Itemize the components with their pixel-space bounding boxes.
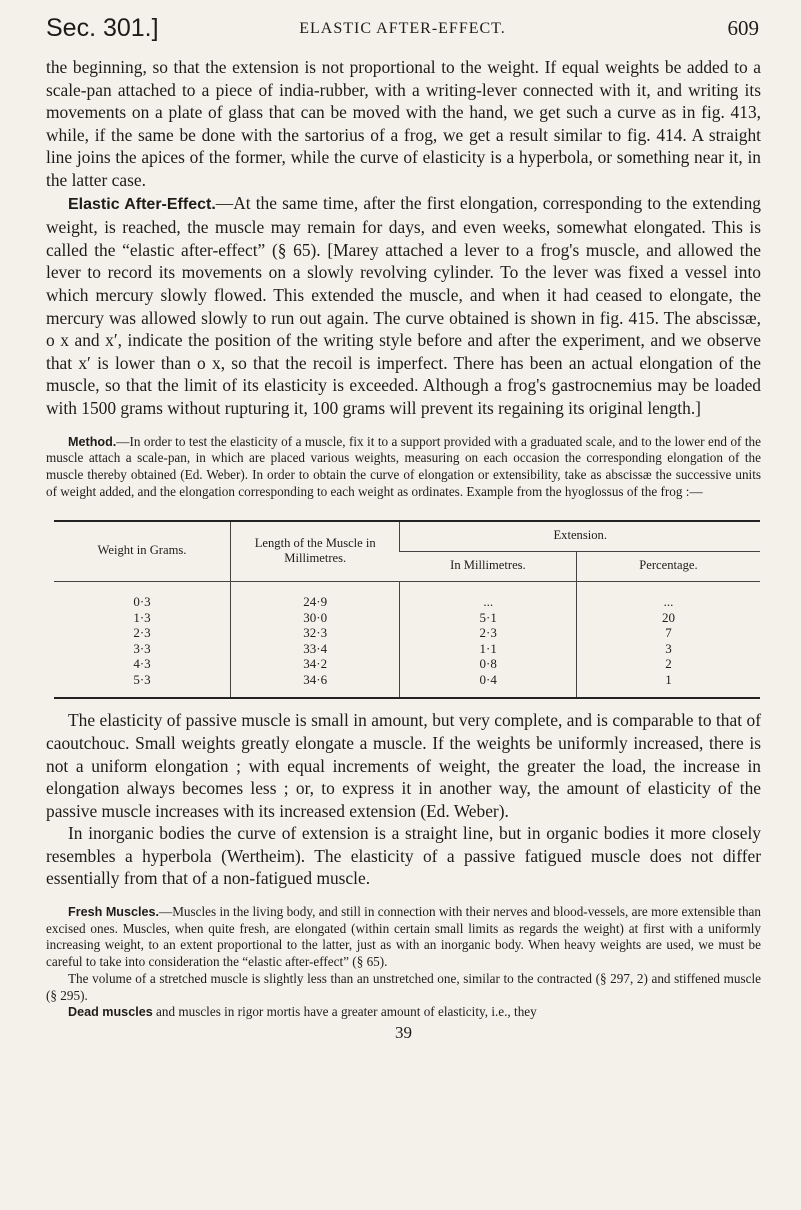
paragraph-dead-muscles bbox=[46, 1004, 761, 1021]
cell-weight: 0·3 bbox=[133, 594, 151, 610]
cell-extension-pct: ... bbox=[576, 582, 760, 610]
page-body bbox=[46, 56, 761, 1043]
cell-extension-mm: 2·3 bbox=[400, 625, 577, 641]
paragraph-volume: The volume of a stretched muscle is slightly less than an unstretched one, similar to the contracted (§ 297, 2) and stiffened muscle (§ 295). bbox=[46, 970, 761, 1003]
paragraph-text: —In order to test the elasticity of a muscle, fix it to a support provided with a graduated scale, and to the lower end of the muscle attach a scale-pan, in which are placed various weights, measuring on each occasion the corresponding elongation of the muscle thereby obtained (Ed. Weber). In order to obtain the curve of elongation or extensibility, take as abscissæ the successive units of weight added, and the elongation corresponding to each weight as ordinates. Example from the hyoglossus of the frog :— bbox=[46, 433, 761, 499]
heading-fresh-muscles: Fresh Muscles. bbox=[68, 905, 160, 920]
col-length: Length of the Muscle in Millimetres. bbox=[231, 521, 400, 582]
section-number: Sec. 301.] bbox=[46, 14, 159, 42]
col-weight: Weight in Grams. bbox=[54, 521, 231, 582]
cell-extension-mm: 1·1 bbox=[400, 641, 577, 657]
paragraph-passive-muscle: The elasticity of passive muscle is small in amount, but very complete, and is comparable to that of caoutchouc. Small weights greatly elongate a muscle. If the weights be uniformly increased, there is not a uniform elongation ; with equal increments of weight, the greater the load, the increase in elongation always becomes less ; or, to express it in another way, the amount of elasticity of the passive muscle increases with its increased extension (Ed. Weber). bbox=[46, 710, 761, 821]
cell-weight: 2·3 bbox=[133, 625, 151, 641]
paragraph-text: and muscles in rigor mortis have a greater amount of elasticity, i.e., they bbox=[152, 1004, 537, 1020]
cell-weight: 1·3 bbox=[133, 609, 151, 625]
paragraph-method bbox=[46, 434, 761, 501]
cell-length: 30·0 bbox=[231, 610, 400, 626]
cell-length: 24·9 bbox=[231, 582, 400, 610]
cell-extension-pct: 20 bbox=[576, 610, 760, 626]
cell-extension-pct: 3 bbox=[576, 641, 760, 657]
paragraph-elastic-after-effect bbox=[46, 192, 761, 420]
paragraph-inorganic-bodies: In inorganic bodies the curve of extension is a straight line, but in organic bodies it more closely resembles a hyperbola (Wertheim). The elasticity of a passive fatigued muscle does not differ essentially from that of a non-fatigued muscle. bbox=[46, 823, 761, 889]
col-extension-mm: In Millimetres. bbox=[400, 552, 577, 582]
col-extension-pct: Percentage. bbox=[576, 552, 760, 582]
cell-weight: 5·3 bbox=[54, 672, 231, 699]
cell-length: 33·4 bbox=[231, 641, 400, 657]
cell-weight: 4·3 bbox=[133, 656, 151, 672]
table-body bbox=[54, 582, 760, 699]
paragraph-text: —At the same time, after the first elongation, corresponding to the extending weight, is reached, the muscle may remain for days, and even weeks, somewhat elongated. This is called the “elastic after-effect” (§ 65). [Marey attached a lever to a frog's muscle, and allowed the lever to record its movements on a slowly revolving cylinder. To the lever was fixed a vessel into which mercury slowly flowed. This extended the muscle, and when it had ceased to elongate, the mercury was allowed slowly to run out again. The curve obtained is shown in fig. 415. The abscissæ, o x and x′, indicate the position of the writing style before and after the experiment, and we observe that x′ is lower than o x, so that the recoil is imperfect. There has been an actual elongation of the muscle, so that the limit of its elasticity is exceeded. Although a frog's gastrocnemius may be loaded with 1500 grams without rupturing it, 100 grams will prevent its regaining its original length.] bbox=[46, 192, 762, 418]
page-number: 609 bbox=[727, 16, 759, 40]
table-row bbox=[54, 610, 760, 626]
cell-extension-mm: 0·8 bbox=[400, 656, 577, 672]
cell-length: 32·3 bbox=[231, 625, 400, 641]
paragraph-fresh-muscles bbox=[46, 904, 761, 971]
cell-extension-pct: 1 bbox=[576, 672, 760, 699]
elasticity-table bbox=[54, 520, 760, 699]
running-header bbox=[46, 14, 759, 48]
cell-length: 34·6 bbox=[231, 672, 400, 699]
heading-elastic-after-effect: Elastic After-Effect. bbox=[68, 195, 216, 213]
heading-method: Method. bbox=[68, 434, 117, 449]
paragraph-continuation: the beginning, so that the extension is not proportional to the weight. If equal weights be added to a scale-pan attached to a piece of india-rubber, with a writing-lever connected with it, and writing its movements on a plate of glass that can be moved with the hand, we get such a curve as in fig. 413, while, if the same be done with the sartorius of a frog, we get a result similar to fig. 414. A straight line joins the apices of the former, while the curve of elasticity is a hyperbola, or something near it, in the latter case. bbox=[46, 57, 761, 190]
cell-weight: 3·3 bbox=[133, 640, 151, 656]
table-row bbox=[54, 672, 760, 699]
table-row bbox=[54, 582, 760, 610]
signature-mark: 39 bbox=[395, 1022, 412, 1042]
cell-extension-mm: 0·4 bbox=[400, 672, 577, 699]
table-row bbox=[54, 625, 760, 641]
heading-dead-muscles: Dead muscles bbox=[68, 1005, 153, 1020]
cell-length: 34·2 bbox=[231, 656, 400, 672]
paragraph-text: —Muscles in the living body, and still in connection with their nerves and blood-vessels, are more extensible than excised ones. Muscles, when quite fresh, are elongated (within certain small limits as regards the weight) at first with a uniformly increasing weight, to an extent proportional to the latter, just as with an inorganic body. When heavy weights are used, we must be careful to take into consideration the “elastic after-effect” (§ 65). bbox=[46, 904, 761, 970]
table-row bbox=[54, 641, 760, 657]
table-row bbox=[54, 656, 760, 672]
cell-extension-pct: 7 bbox=[576, 625, 760, 641]
cell-extension-mm: ... bbox=[400, 582, 577, 610]
running-title: ELASTIC AFTER-EFFECT. bbox=[299, 20, 506, 37]
col-extension: Extension. bbox=[400, 521, 760, 552]
cell-extension-mm: 5·1 bbox=[400, 610, 577, 626]
cell-extension-pct: 2 bbox=[576, 656, 760, 672]
